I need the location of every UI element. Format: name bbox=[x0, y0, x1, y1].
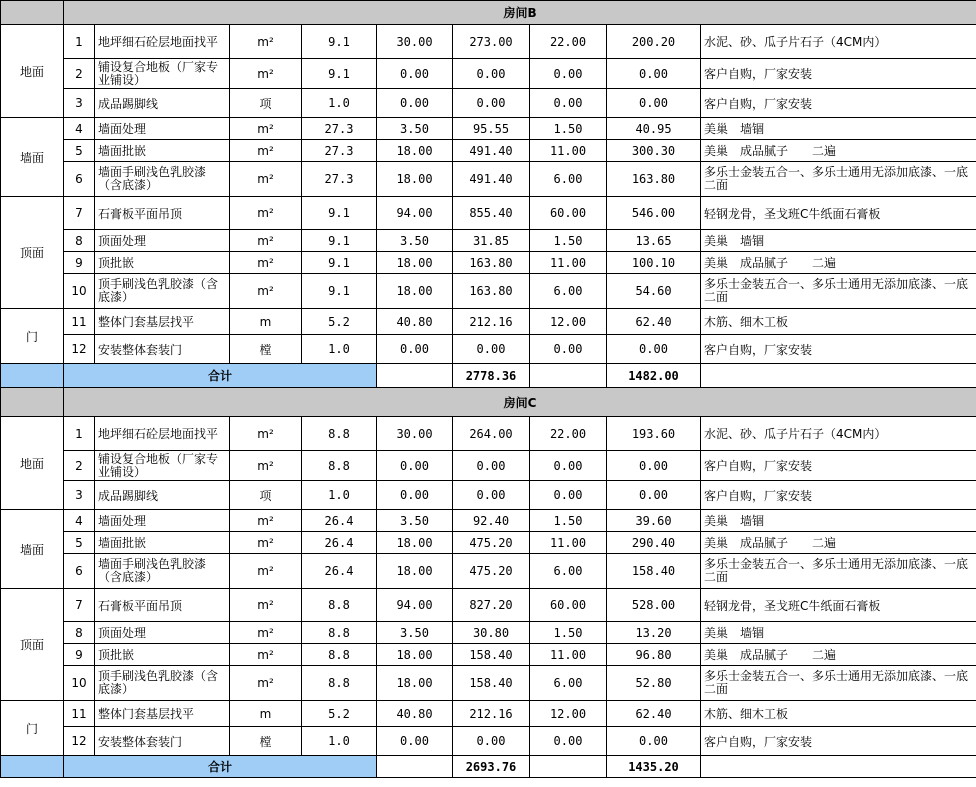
table-row bbox=[1, 335, 976, 364]
row-number: 4 bbox=[64, 510, 95, 532]
item-name: 顶手刷浅色乳胶漆（含底漆） bbox=[95, 274, 230, 309]
amount: 158.40 bbox=[453, 666, 530, 701]
row-number: 9 bbox=[64, 252, 95, 274]
labor-price: 11.00 bbox=[530, 644, 607, 666]
labor-amount: 0.00 bbox=[607, 59, 701, 89]
amount: 31.85 bbox=[453, 230, 530, 252]
unit-price: 40.80 bbox=[377, 701, 453, 727]
labor-amount: 0.00 bbox=[607, 481, 701, 510]
amount: 212.16 bbox=[453, 309, 530, 335]
labor-amount: 52.80 bbox=[607, 666, 701, 701]
unit-price: 18.00 bbox=[377, 252, 453, 274]
unit-price: 3.50 bbox=[377, 230, 453, 252]
total-blank bbox=[1, 364, 64, 388]
labor-amount: 54.60 bbox=[607, 274, 701, 309]
category-ceiling: 顶面 bbox=[1, 197, 64, 309]
table-row bbox=[1, 532, 976, 554]
unit: m² bbox=[230, 622, 302, 644]
material-note: 客户自购，厂家安装 bbox=[701, 727, 976, 756]
material-note: 多乐士金装五合一、多乐士通用无添加底漆、一底二面 bbox=[701, 274, 976, 309]
labor-amount: 62.40 bbox=[607, 309, 701, 335]
item-name: 整体门套基层找平 bbox=[95, 701, 230, 727]
labor-amount: 96.80 bbox=[607, 644, 701, 666]
table-row bbox=[1, 644, 976, 666]
quantity: 26.4 bbox=[302, 510, 377, 532]
item-name: 墙面批嵌 bbox=[95, 140, 230, 162]
row-number: 10 bbox=[64, 666, 95, 701]
labor-price: 6.00 bbox=[530, 274, 607, 309]
labor-amount: 158.40 bbox=[607, 554, 701, 589]
labor-amount: 193.60 bbox=[607, 417, 701, 451]
material-note: 客户自购，厂家安装 bbox=[701, 59, 976, 89]
material-note: 美巢 墙锢 bbox=[701, 230, 976, 252]
labor-price: 12.00 bbox=[530, 309, 607, 335]
room-c-title: 房间C bbox=[64, 388, 976, 417]
amount: 475.20 bbox=[453, 554, 530, 589]
quantity: 8.8 bbox=[302, 666, 377, 701]
unit-price: 3.50 bbox=[377, 510, 453, 532]
unit: m² bbox=[230, 532, 302, 554]
material-note: 木筋、细木工板 bbox=[701, 701, 976, 727]
row-number: 10 bbox=[64, 274, 95, 309]
category-wall: 墙面 bbox=[1, 118, 64, 197]
unit: 樘 bbox=[230, 727, 302, 756]
amount: 212.16 bbox=[453, 701, 530, 727]
row-number: 3 bbox=[64, 89, 95, 118]
labor-price: 1.50 bbox=[530, 510, 607, 532]
unit-price: 40.80 bbox=[377, 309, 453, 335]
item-name: 顶批嵌 bbox=[95, 252, 230, 274]
amount: 92.40 bbox=[453, 510, 530, 532]
table-row bbox=[1, 666, 976, 701]
material-note: 客户自购，厂家安装 bbox=[701, 335, 976, 364]
material-note: 美巢 墙锢 bbox=[701, 510, 976, 532]
unit-price: 0.00 bbox=[377, 451, 453, 481]
labor-price: 0.00 bbox=[530, 335, 607, 364]
room-b-total-row bbox=[1, 364, 976, 388]
quantity: 27.3 bbox=[302, 162, 377, 197]
table-row bbox=[1, 252, 976, 274]
amount: 95.55 bbox=[453, 118, 530, 140]
unit-price: 0.00 bbox=[377, 481, 453, 510]
total-label: 合计 bbox=[64, 756, 377, 778]
unit-price: 3.50 bbox=[377, 622, 453, 644]
header-blank bbox=[1, 388, 64, 417]
unit: m bbox=[230, 309, 302, 335]
item-name: 顶面处理 bbox=[95, 622, 230, 644]
unit-price: 18.00 bbox=[377, 666, 453, 701]
row-number: 11 bbox=[64, 309, 95, 335]
quantity: 8.8 bbox=[302, 451, 377, 481]
room-c-header-row bbox=[1, 388, 976, 417]
amount: 0.00 bbox=[453, 335, 530, 364]
table-row bbox=[1, 622, 976, 644]
row-number: 5 bbox=[64, 532, 95, 554]
row-number: 7 bbox=[64, 197, 95, 230]
row-number: 1 bbox=[64, 417, 95, 451]
material-note: 木筋、细木工板 bbox=[701, 309, 976, 335]
material-note: 美巢 成品腻子 二遍 bbox=[701, 644, 976, 666]
material-note: 水泥、砂、瓜子片石子（4CM内） bbox=[701, 417, 976, 451]
labor-amount: 0.00 bbox=[607, 335, 701, 364]
row-number: 6 bbox=[64, 554, 95, 589]
unit: m² bbox=[230, 118, 302, 140]
material-note: 美巢 成品腻子 二遍 bbox=[701, 252, 976, 274]
labor-amount: 62.40 bbox=[607, 701, 701, 727]
total-amount: 2693.76 bbox=[453, 756, 530, 778]
labor-price: 0.00 bbox=[530, 89, 607, 118]
unit: m² bbox=[230, 252, 302, 274]
labor-price: 0.00 bbox=[530, 59, 607, 89]
labor-price: 22.00 bbox=[530, 25, 607, 59]
unit-price: 18.00 bbox=[377, 554, 453, 589]
material-note: 轻钢龙骨，圣戈班C牛纸面石膏板 bbox=[701, 589, 976, 622]
amount: 163.80 bbox=[453, 252, 530, 274]
labor-price: 11.00 bbox=[530, 532, 607, 554]
material-note: 水泥、砂、瓜子片石子（4CM内） bbox=[701, 25, 976, 59]
labor-price: 0.00 bbox=[530, 481, 607, 510]
labor-amount: 39.60 bbox=[607, 510, 701, 532]
item-name: 成品踢脚线 bbox=[95, 89, 230, 118]
amount: 0.00 bbox=[453, 481, 530, 510]
labor-price: 0.00 bbox=[530, 451, 607, 481]
quantity: 9.1 bbox=[302, 25, 377, 59]
row-number: 9 bbox=[64, 644, 95, 666]
unit-price: 30.00 bbox=[377, 25, 453, 59]
table-row bbox=[1, 451, 976, 481]
item-name: 顶手刷浅色乳胶漆（含底漆） bbox=[95, 666, 230, 701]
item-name: 墙面批嵌 bbox=[95, 532, 230, 554]
item-name: 墙面处理 bbox=[95, 118, 230, 140]
quantity: 8.8 bbox=[302, 417, 377, 451]
amount: 0.00 bbox=[453, 451, 530, 481]
unit: m² bbox=[230, 589, 302, 622]
unit: m² bbox=[230, 230, 302, 252]
unit-price: 94.00 bbox=[377, 589, 453, 622]
item-name: 顶批嵌 bbox=[95, 644, 230, 666]
labor-price: 60.00 bbox=[530, 589, 607, 622]
unit: m² bbox=[230, 554, 302, 589]
total-blank bbox=[701, 756, 976, 778]
row-number: 8 bbox=[64, 622, 95, 644]
material-note: 美巢 成品腻子 二遍 bbox=[701, 532, 976, 554]
room-c-total-row bbox=[1, 756, 976, 778]
labor-amount: 0.00 bbox=[607, 727, 701, 756]
unit: m² bbox=[230, 197, 302, 230]
total-blank bbox=[530, 756, 607, 778]
unit: 项 bbox=[230, 89, 302, 118]
labor-price: 6.00 bbox=[530, 162, 607, 197]
amount: 0.00 bbox=[453, 59, 530, 89]
unit: m² bbox=[230, 59, 302, 89]
table-row bbox=[1, 589, 976, 622]
table-row bbox=[1, 554, 976, 589]
unit: m² bbox=[230, 451, 302, 481]
total-amount: 2778.36 bbox=[453, 364, 530, 388]
material-note: 多乐士金装五合一、多乐士通用无添加底漆、一底二面 bbox=[701, 554, 976, 589]
labor-amount: 290.40 bbox=[607, 532, 701, 554]
item-name: 铺设复合地板（厂家专业铺设） bbox=[95, 59, 230, 89]
labor-price: 1.50 bbox=[530, 118, 607, 140]
row-number: 4 bbox=[64, 118, 95, 140]
item-name: 石膏板平面吊顶 bbox=[95, 589, 230, 622]
quantity: 5.2 bbox=[302, 309, 377, 335]
labor-amount: 13.20 bbox=[607, 622, 701, 644]
table-row bbox=[1, 727, 976, 756]
quantity: 27.3 bbox=[302, 140, 377, 162]
row-number: 12 bbox=[64, 335, 95, 364]
item-name: 墙面手刷浅色乳胶漆（含底漆） bbox=[95, 162, 230, 197]
table-row bbox=[1, 140, 976, 162]
row-number: 2 bbox=[64, 59, 95, 89]
item-name: 地坪细石砼层地面找平 bbox=[95, 25, 230, 59]
unit: m² bbox=[230, 274, 302, 309]
item-name: 地坪细石砼层地面找平 bbox=[95, 417, 230, 451]
unit-price: 94.00 bbox=[377, 197, 453, 230]
item-name: 顶面处理 bbox=[95, 230, 230, 252]
total-blank bbox=[530, 364, 607, 388]
quantity: 8.8 bbox=[302, 622, 377, 644]
unit-price: 18.00 bbox=[377, 162, 453, 197]
labor-price: 6.00 bbox=[530, 554, 607, 589]
quantity: 8.8 bbox=[302, 589, 377, 622]
material-note: 客户自购，厂家安装 bbox=[701, 89, 976, 118]
material-note: 多乐士金装五合一、多乐士通用无添加底漆、一底二面 bbox=[701, 666, 976, 701]
table-row bbox=[1, 510, 976, 532]
unit-price: 0.00 bbox=[377, 89, 453, 118]
quantity: 1.0 bbox=[302, 89, 377, 118]
amount: 0.00 bbox=[453, 727, 530, 756]
amount: 475.20 bbox=[453, 532, 530, 554]
unit-price: 18.00 bbox=[377, 532, 453, 554]
total-labor-amount: 1435.20 bbox=[607, 756, 701, 778]
room-b-section bbox=[1, 1, 976, 388]
table-row bbox=[1, 417, 976, 451]
unit: m² bbox=[230, 417, 302, 451]
table-row bbox=[1, 274, 976, 309]
amount: 264.00 bbox=[453, 417, 530, 451]
amount: 827.20 bbox=[453, 589, 530, 622]
unit-price: 0.00 bbox=[377, 727, 453, 756]
total-blank bbox=[701, 364, 976, 388]
labor-amount: 200.20 bbox=[607, 25, 701, 59]
quantity: 26.4 bbox=[302, 532, 377, 554]
unit: m² bbox=[230, 25, 302, 59]
item-name: 安装整体套装门 bbox=[95, 335, 230, 364]
labor-price: 11.00 bbox=[530, 252, 607, 274]
row-number: 11 bbox=[64, 701, 95, 727]
labor-amount: 40.95 bbox=[607, 118, 701, 140]
table-row bbox=[1, 481, 976, 510]
item-name: 墙面处理 bbox=[95, 510, 230, 532]
quantity: 9.1 bbox=[302, 252, 377, 274]
row-number: 2 bbox=[64, 451, 95, 481]
table-row bbox=[1, 309, 976, 335]
quantity: 9.1 bbox=[302, 197, 377, 230]
item-name: 石膏板平面吊顶 bbox=[95, 197, 230, 230]
total-blank bbox=[377, 756, 453, 778]
room-b-header-row bbox=[1, 1, 976, 25]
row-number: 3 bbox=[64, 481, 95, 510]
quantity: 1.0 bbox=[302, 481, 377, 510]
unit-price: 18.00 bbox=[377, 140, 453, 162]
labor-amount: 100.10 bbox=[607, 252, 701, 274]
quantity: 26.4 bbox=[302, 554, 377, 589]
table-row bbox=[1, 89, 976, 118]
quantity: 9.1 bbox=[302, 59, 377, 89]
item-name: 成品踢脚线 bbox=[95, 481, 230, 510]
quantity: 5.2 bbox=[302, 701, 377, 727]
labor-amount: 13.65 bbox=[607, 230, 701, 252]
item-name: 整体门套基层找平 bbox=[95, 309, 230, 335]
quantity: 8.8 bbox=[302, 644, 377, 666]
material-note: 美巢 成品腻子 二遍 bbox=[701, 140, 976, 162]
total-labor-amount: 1482.00 bbox=[607, 364, 701, 388]
item-name: 铺设复合地板（厂家专业铺设） bbox=[95, 451, 230, 481]
total-blank bbox=[377, 364, 453, 388]
material-note: 美巢 墙锢 bbox=[701, 118, 976, 140]
row-number: 6 bbox=[64, 162, 95, 197]
room-c-section bbox=[1, 388, 976, 778]
table-row bbox=[1, 701, 976, 727]
amount: 30.80 bbox=[453, 622, 530, 644]
row-number: 12 bbox=[64, 727, 95, 756]
amount: 491.40 bbox=[453, 140, 530, 162]
room-b-title: 房间B bbox=[64, 1, 976, 25]
unit: 樘 bbox=[230, 335, 302, 364]
table-row bbox=[1, 25, 976, 59]
table-row bbox=[1, 230, 976, 252]
category-door: 门 bbox=[1, 309, 64, 364]
unit: 项 bbox=[230, 481, 302, 510]
unit-price: 18.00 bbox=[377, 644, 453, 666]
category-ceiling: 顶面 bbox=[1, 589, 64, 701]
unit-price: 18.00 bbox=[377, 274, 453, 309]
labor-price: 1.50 bbox=[530, 230, 607, 252]
row-number: 5 bbox=[64, 140, 95, 162]
unit: m² bbox=[230, 140, 302, 162]
category-floor: 地面 bbox=[1, 417, 64, 510]
total-blank bbox=[1, 756, 64, 778]
labor-price: 11.00 bbox=[530, 140, 607, 162]
labor-amount: 163.80 bbox=[607, 162, 701, 197]
labor-price: 6.00 bbox=[530, 666, 607, 701]
material-note: 多乐士金装五合一、多乐士通用无添加底漆、一底二面 bbox=[701, 162, 976, 197]
quantity: 1.0 bbox=[302, 727, 377, 756]
amount: 163.80 bbox=[453, 274, 530, 309]
category-door: 门 bbox=[1, 701, 64, 756]
quantity: 1.0 bbox=[302, 335, 377, 364]
labor-price: 22.00 bbox=[530, 417, 607, 451]
unit-price: 30.00 bbox=[377, 417, 453, 451]
row-number: 1 bbox=[64, 25, 95, 59]
item-name: 墙面手刷浅色乳胶漆（含底漆） bbox=[95, 554, 230, 589]
unit: m² bbox=[230, 162, 302, 197]
quantity: 9.1 bbox=[302, 274, 377, 309]
material-note: 客户自购，厂家安装 bbox=[701, 451, 976, 481]
header-blank bbox=[1, 1, 64, 25]
quantity: 27.3 bbox=[302, 118, 377, 140]
labor-price: 12.00 bbox=[530, 701, 607, 727]
unit: m bbox=[230, 701, 302, 727]
quantity: 9.1 bbox=[302, 230, 377, 252]
table-row bbox=[1, 59, 976, 89]
amount: 855.40 bbox=[453, 197, 530, 230]
amount: 273.00 bbox=[453, 25, 530, 59]
amount: 158.40 bbox=[453, 644, 530, 666]
category-wall: 墙面 bbox=[1, 510, 64, 589]
labor-price: 60.00 bbox=[530, 197, 607, 230]
row-number: 7 bbox=[64, 589, 95, 622]
material-note: 轻钢龙骨，圣戈班C牛纸面石膏板 bbox=[701, 197, 976, 230]
amount: 0.00 bbox=[453, 89, 530, 118]
labor-amount: 546.00 bbox=[607, 197, 701, 230]
unit-price: 3.50 bbox=[377, 118, 453, 140]
labor-amount: 528.00 bbox=[607, 589, 701, 622]
unit: m² bbox=[230, 510, 302, 532]
amount: 491.40 bbox=[453, 162, 530, 197]
table-row bbox=[1, 118, 976, 140]
labor-amount: 0.00 bbox=[607, 89, 701, 118]
labor-price: 1.50 bbox=[530, 622, 607, 644]
material-note: 客户自购，厂家安装 bbox=[701, 481, 976, 510]
table-row bbox=[1, 162, 976, 197]
table-row bbox=[1, 197, 976, 230]
labor-amount: 0.00 bbox=[607, 451, 701, 481]
unit: m² bbox=[230, 666, 302, 701]
material-note: 美巢 墙锢 bbox=[701, 622, 976, 644]
item-name: 安装整体套装门 bbox=[95, 727, 230, 756]
labor-amount: 300.30 bbox=[607, 140, 701, 162]
labor-price: 0.00 bbox=[530, 727, 607, 756]
category-floor: 地面 bbox=[1, 25, 64, 118]
unit-price: 0.00 bbox=[377, 335, 453, 364]
row-number: 8 bbox=[64, 230, 95, 252]
unit: m² bbox=[230, 644, 302, 666]
total-label: 合计 bbox=[64, 364, 377, 388]
unit-price: 0.00 bbox=[377, 59, 453, 89]
